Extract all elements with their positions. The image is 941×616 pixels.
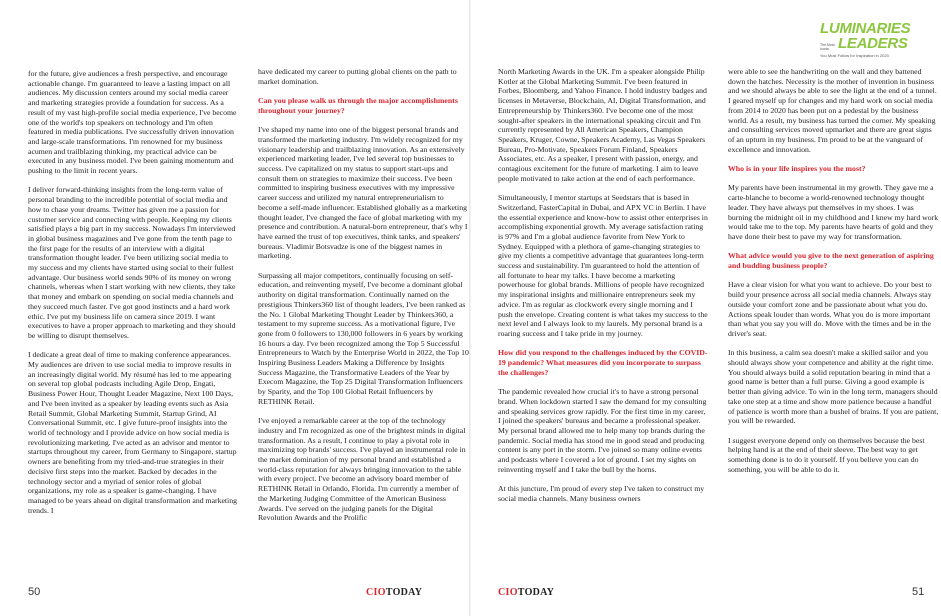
page-number-left: 50: [28, 586, 41, 598]
paragraph: I dedicate a great deal of time to making conference appearances. My audiences are driven to use social media to improve results in an increasingly digital world. My résumé has led to me appearing on several top global podcasts including Agile Drop, Engati, Business Power Hour, Thought Leader Magazine, Next 100 Days, and I've been invited as a speaker by leading events such as Asia Retail Summit, Global Marketing Summit, Startup Grind, AI Conversational Summit, etc. I give future-proof insights into the world of technology and I provide advice on how social media is revolutionizing marketing. I've acted as an advisor and mentor to startups throughout my career, from Germany to Singapore, startup owners are benefiting from my tried-and-true strategies in their decisive first steps into the market. Backed by decades in the technology sector and a myriad of senior roles of global organizations, my role as a speaker is game-changing. I have managed to be years ahead on digital transformation and marketing trends. I: [28, 350, 237, 515]
luminaries-leaders-logo: [820, 22, 920, 62]
paragraph: I deliver forward-thinking insights from the long-term value of personal branding to the incredible potential of social media and how to chase your dreams. Twitter has given me a passion for customer service and connecting with people. Keeping my clients satisfied plays a big part in my success. Nowadays I'm interviewed in global business magazines and I've gone from the tenth page to the first page for the results of an interview with a digital transformation thought leader. I've been utilizing social media to my success and my clients have started using social to their fullest advantage. Our business world sends 90% of its money on wrong channels, whereas when I start working with new clients, they take that money and embark on spending on social media channels and they succeed much faster. I've got good instincts and a hard work ethic. I've put my business life on camera since 2019. I want executives to have a proper approach to marketing and they should be willing to disrupt themselves.: [28, 185, 236, 340]
logo-tagline: You Must Follow for Inspiration in 2023: [820, 53, 889, 58]
paragraph: At this juncture, I'm proud of every step I've taken to construct my social media channels. Many business owners: [498, 484, 705, 503]
article-column-1: [28, 69, 239, 525]
paragraph: for the future, give audiences a fresh perspective, and encourage actionable change. I'm guaranteed to leave a lasting impact on all audiences. My discussion centers around my social media career and marketing strategies provide a foundation for success. As a result of my vast high-profile social media experience, I've become one of the world's top speakers on technology and I'm often featured in media publications. I've successfully driven innovation and large-scale transformations. I'm renowned for my business acumen and trailblazing thinking, my practical advice can be executed in any business model. I've been gaining momentum and pushing to the limit in recent years.: [28, 69, 237, 176]
article-column-2: [258, 67, 469, 533]
brand-cio: CIO: [366, 587, 386, 598]
paragraph: were able to see the handwriting on the wall and they battened down the hatches. Necessity is the mother of invention in business and we should always be able to see the light at the end of a tunnel. I geared myself up for changes and my hard work on social media from 2014 to 2020 has been put on a pedestal by the business world. As a result, my business has turned the corner. My speaking and consulting services moved upmarket and there are great signs of an upturn in my business. I'm proud to be at the vanguard of excellence and innovation.: [728, 67, 937, 154]
logo-line1: LUMINARIES: [820, 20, 911, 37]
footer-brand-right: [498, 587, 554, 598]
interview-question: What advice would you give to the next generation of aspiring and budding business people?: [728, 251, 934, 271]
paragraph: North Marketing Awards in the UK. I'm a speaker alongside Philip Kotler at the Global Marketing Summit. I've been featured in Forbes, Bloomberg, and Yahoo Finance. I hold industry badges and licenses in Metaverse, Blockchain, AI, Digital Transformation, and Entrepreneurship by Thinkers360. I've become one of the most sought-after speakers in the international speaking circuit and I'm currently represented by All American Speakers, Champion Speakers, Kruger, Cowne, Speakers Academy, Las Vegas Speakers Bureau, Pro-Motivate, Speakers Forum Finland, Speakers Associates, etc. As a speaker, I present with passion, energy, and contagious excitement for the future of marketing. I aim to leave people motivated to take action at the end of each performance.: [498, 67, 707, 183]
page-gutter: [469, 0, 471, 616]
paragraph: My parents have been instrumental in my growth. They gave me a carte-blanche to become a world-renowned technology thought leader. They have always put themselves in my shoes. I was burning the midnight oil in my childhood and I knew my hard work would take me to the top. My parents have hearts of gold and they have done their best to pave my way for transformation.: [728, 183, 939, 241]
brand-today: TODAY: [385, 587, 423, 598]
paragraph: Surpassing all major competitors, continually focusing on self-education, and reinventing myself, I've become a dominant global authority on digital transformation. Continually named on the prestigious Thinkers360 list of thought leaders, I've been ranked as the No. 1 Global Marketing Thought Leader by Thinkers360, a testament to my supreme success. As a motivational figure, I've gone from 0 followers to 130,000 followers in 6 years by working 16 hours a day. I've been recognized among the Top 5 Successful Entrepreneurs to Watch by the Enterprise World in 2022, the Top 10 Inspiring Business Leaders Making a Difference by Insights Success Magazine, the Transformative Leaders of the Year by Execom Magazine, the Top 25 Digital Transformation Influencers by Sparity, and the Top 100 Global Retail Influencers by RETHINK Retail.: [258, 270, 469, 406]
logo-line2: LEADERS: [838, 35, 908, 52]
paragraph: Have a clear vision for what you want to achieve. Do your best to build your presence across all social media channels. Always stay outside your comfort zone and be passionate about what you do. Actions speak louder than words. What you do is more important than what you say you will do. Move with the times and be in the driver's seat.: [728, 280, 932, 338]
article-column-3: [498, 67, 709, 513]
brand-today: TODAY: [517, 587, 555, 598]
paragraph: The pandemic revealed how crucial it's to have a strong personal brand. When lockdown started I saw the demand for my consulting and speaking services grow rapidly. For the first time in my career, I joined the speakers' bureaus and became a professional speaker. My personal brand allowed me to help many top brands during the pandemic. Social media has stood me in good stead and producing content is any port in the storm. I've joined so many online events and podcasts where I covered a lot of ground. I set my sights on reinventing myself and I take the bull by the horns.: [498, 387, 707, 474]
paragraph: I suggest everyone depend only on themselves because the best helping hand is at the end of their sleeve. The best way to get something done is to do it yourself. If you believe you can do something, you will be able to do it.: [728, 435, 925, 474]
paragraph: I've shaped my name into one of the biggest personal brands and transformed the marketing industry. I'm widely recognized for my visionary leadership and trailblazing innovation. As an extensively experienced marketing leader, I've led several top businesses to success. I've capitalized on my status to support start-ups and consult them on strategies to maximize their success. I've been committed to inspiring business executives with my impressive career success and utilized my natural entrepreneurialism to become a self-made influencer. Established globally as a marketing thought leader, I've changed the face of global marketing with my presence and contribution. A natural-born entrepreneur, that's why I have earned the trust of top executives, think tanks, and speakers' bureaus. Vladimir Botsvadze is one of the biggest names in marketing.: [258, 125, 468, 261]
article-column-4: [728, 67, 939, 484]
paragraph: In this business, a calm sea doesn't make a skilled sailor and you should always show your competence and ability at the right time. You should always build a solid reputation bearing in mind that a good name is better than a full purse. Giving a good example is better than giving advice. To win in the long term, managers should take one step at a time and show more patience because a handful of patience is worth more than a bushel of brains. If you are patient, you will be rewarded.: [728, 348, 939, 426]
interview-question: Can you please walk us through the major accomplishments throughout your journey?: [258, 96, 458, 115]
page-number-right: 51: [912, 586, 925, 598]
paragraph: have dedicated my career to putting global clients on the path to market domination.: [258, 67, 457, 86]
footer-brand-left: [366, 587, 422, 598]
interview-question: How did you respond to the challenges induced by the COVID-19 pandemic? What measures did you incorporate to surpass the challenges?: [498, 348, 708, 377]
logo-small-text: The Most Iconic: [820, 43, 835, 51]
brand-cio: CIO: [498, 587, 518, 598]
paragraph: I've enjoyed a remarkable career at the top of the technology industry and I'm recognized as one of the brightest minds in digital transformation. As a result, I continue to play a pivotal role in maximizing top brands' success. I've played an instrumental role in the market domination of my personal brand and established a world-class reputation for always bringing innovation to the table with every project. I've become an advisory board member of RETHINK Retail in Orlando, Florida. I'm currently a member of the Marketing Judging Committee of the American Business Awards. I've served on the judging panels for the Digital Revolution Awards and the Prolific: [258, 416, 466, 523]
paragraph: Simultaneously, I mentor startups at Seedstars that is based in Switzerland, FasterCapital in Dubai, and APX VC in Berlin. I have the essential experience and know-how to assist other enterprises in accomplishing exponential growth. My average satisfaction rating is 97% and I'm a global audience favorite from New York to Sydney. Equipped with a plethora of game-changing strategies to give my clients a competitive advantage that guarantees long-term success and sustainability. I'm guaranteed to hold the attention of all fortunate to hear my talks. I have become a marketing powerhouse for global brands. Millions of people have recognized my inspirational insights and millionaire entrepreneurs seek my advice. I'm as regular as clockwork every single morning and I push the envelope. Creating content is what takes my success to the next level and I always look to my laurels. My personal brand is a roaring success and I take pride in my journey.: [498, 193, 708, 338]
interview-question: Who is in your life inspires you the most?: [728, 164, 866, 174]
